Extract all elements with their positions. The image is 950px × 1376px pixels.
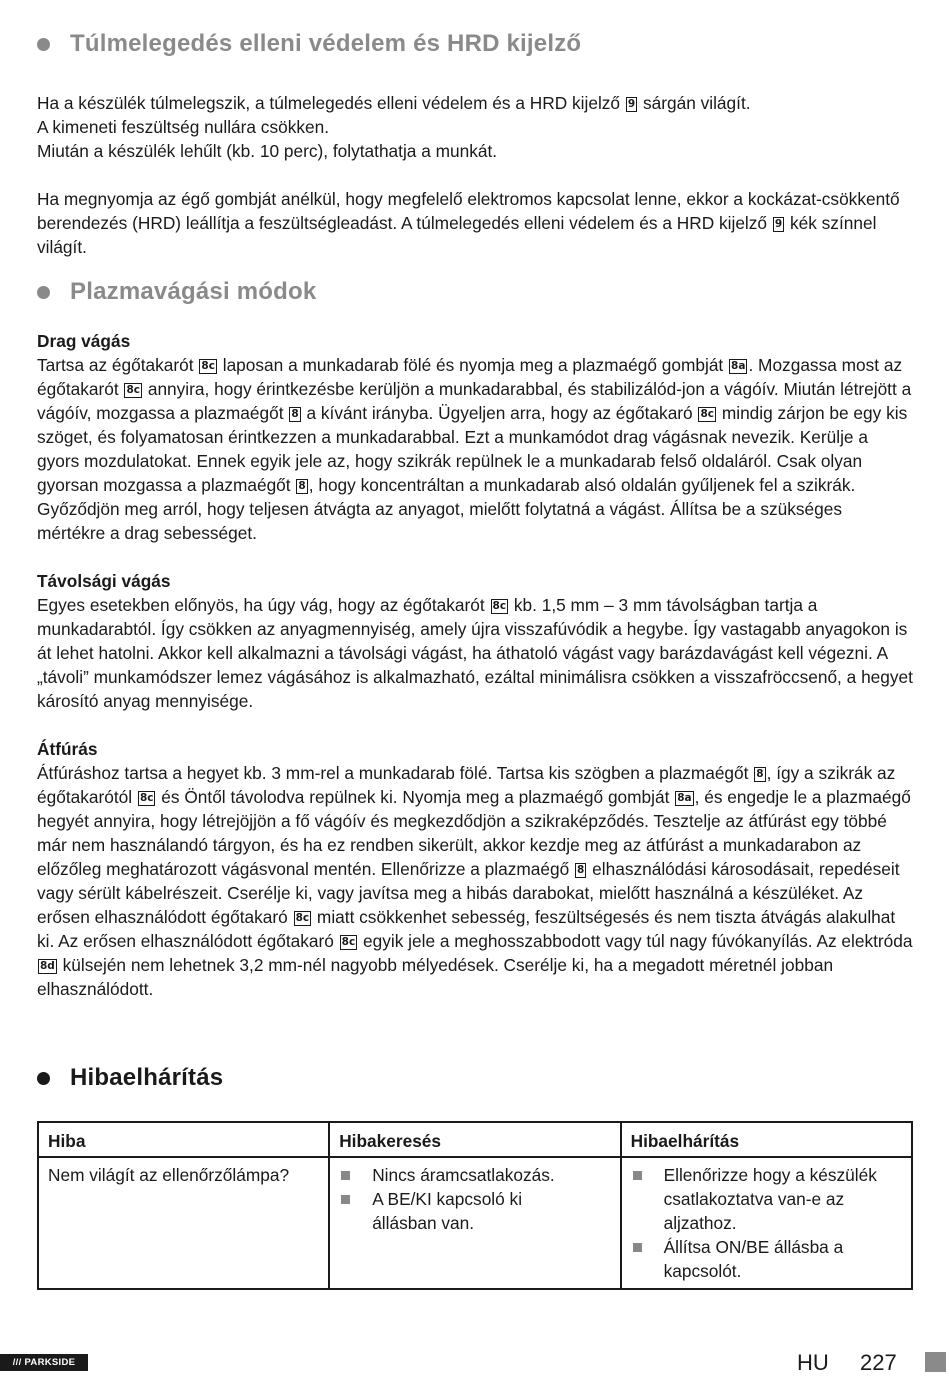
ref-label: 8	[298, 480, 306, 492]
paragraph: Tartsa az égőtakarót 8c laposan a munkadarab fölé és nyomja meg a plazmaégő gombját 8a . Mozgassa most az égőtakarót 8c annyira, hogy érintkezésbe kerüljön a munkadarabbal, és stabilizálód-jon a vágóív. Miután létrejött a vágóív, mozgassa a plazmaégőt 8 a kívánt irányba. Ügyeljen arra, hogy az égőtakaró 8c mindig zárjon be egy kis szöget, és folyamatosan érintkezzen a munkadarabbal. Ezt a munkamódot drag vágásnak nevezik. Kerülje a gyors mozdulatokat. Ennek egyik jele az, hogy szikrák repülnek le a munkadarab felső oldaláról. Csak olyan gyorsan mozgassa a plazmaégőt 8 , hogy koncentráltan a munkadarab alsó oldalán gyűljenek fel a szikrák. Győződjön meg arról, hogy teljesen átvágta az anyagot, mielőtt folytatná a vágást. Állítsa be a szükséges mértékre a drag sebességet.	[37, 355, 912, 543]
ref-label: 8	[577, 864, 585, 876]
ref-label: 8c	[126, 384, 141, 396]
list-item: Ellenőrizze hogy a készülék csatlakoztatva van-e az aljzathoz.	[631, 1163, 902, 1235]
fault-cell: Nem világít az ellenőrzőlámpa?	[38, 1157, 329, 1289]
bullet-icon	[37, 1072, 50, 1085]
paragraph: Ha a készülék túlmelegszik, a túlmelegedés elleni védelem és a HRD kijelző 9 sárgán világít.	[37, 93, 751, 113]
section-modes-heading	[37, 278, 913, 306]
parkside-logo: /// PARKSIDE	[0, 1354, 88, 1371]
subsection-title: Távolsági vágás	[37, 571, 171, 591]
ref-label: 8c	[492, 600, 507, 612]
list-item: Állítsa ON/BE állásba a kapcsolót.	[631, 1235, 902, 1283]
ref-label: 8c	[139, 792, 154, 804]
paragraph: Ha megnyomja az égő gombját anélkül, hogy megfelelő elektromos kapcsolat lenne, ekkor a kockázat-csökkentő berendezés (HRD) leállítja a feszültségleadást. A túlmelegedés elleni védelem és a HRD kijelző 9 kék színnel világít.	[37, 189, 900, 257]
page-content	[37, 30, 913, 1001]
ref-label: 8	[756, 768, 764, 780]
column-header: Hibaelhárítás	[621, 1122, 912, 1157]
paragraph: Egyes esetekben előnyös, ha úgy vág, hogy az égőtakarót 8c kb. 1,5 mm – 3 mm távolságban tartja a munkadarabtól. Így csökken az anyagmennyiség, amely újra visszafúvódik a hegybe. Így vastagabb anyagokon is át lehet hatolni. Akkor kell alkalmazni a távolsági vágást, ha áthatoló vágást vagy barázdavágást kell végezni. A „távoli” munkamódszer lemez vágásához is alkalmazható, ezáltal minimálisra csökken a visszafröccsenő, a hegyet károsító anyag mennyisége.	[37, 595, 913, 711]
list-item: A BE/KI kapcsoló ki állásban van.	[339, 1187, 610, 1235]
ref-label: 8c	[700, 408, 715, 420]
section-title: Hibaelhárítás	[70, 1064, 224, 1091]
column-header: Hibakeresés	[329, 1122, 620, 1157]
paragraph: Átfúráshoz tartsa a hegyet kb. 3 mm-rel a munkadarab fölé. Tartsa kis szögben a plazmaégőt 8 , így a szikrák az égőtakarótól 8c és Öntől távolodva repülnek ki. Nyomja meg a plazmaégő gombját 8a , és engedje le a plazmaégő hegyét annyira, hogy létrejöjjön a fő vágóív és megkezdődjön a szikraképződés. Tesztelje az átfúrást egy többé már nem használandó tárgyon, és ha ez rendben sikerült, akkor kezdje meg az átfúrást a munkadarabon az előzőleg meghatározott vágásvonal mentén. Ellenőrizze a plazmaégő 8 elhasználódási károsodásait, repedéseit vagy sérült kábelrészeit. Cserélje ki, vagy javítsa meg a hibás darabokat, mielőtt használná a készüléket. Az erősen elhasználódott égőtakaró 8c miatt csökkenhet sebesség, feszültségesés és nem tiszta átvágás alakulhat ki. Az erősen elhasználódott égőtakaró 8c egyik jele a meghosszabbodott vagy túl nagy fúvókanyílás. Az elektróda 8d külsején nem lehetnek 3,2 mm-nél nagyobb mélyedések. Cserélje ki, ha a megadott méretnél jobban elhasználódott.	[37, 763, 913, 999]
subsection-title: Átfúrás	[37, 739, 98, 759]
section-title: Túlmelegedés elleni védelem és HRD kijelző	[70, 30, 582, 57]
troubleshooting-table	[37, 1121, 913, 1290]
ref-label: 8	[291, 408, 299, 420]
paragraph: Miután a készülék lehűlt (kb. 10 perc), folytathatja a munkát.	[37, 141, 498, 161]
ref-label: 9	[774, 218, 783, 230]
ref-label: 8d	[40, 960, 55, 972]
page-edge-tab	[925, 1352, 946, 1372]
language-code: HU	[797, 1350, 829, 1375]
column-header: Hiba	[38, 1122, 329, 1157]
bullet-icon	[37, 286, 50, 299]
remedies-cell	[621, 1157, 912, 1289]
page-number: 227	[860, 1350, 897, 1375]
section-troubleshooting-heading	[37, 1064, 223, 1092]
paragraph: A kimeneti feszültség nullára csökken.	[37, 117, 330, 137]
ref-label: 8c	[295, 912, 310, 924]
subsection-title: Drag vágás	[37, 331, 131, 351]
ref-label: 8a	[731, 360, 746, 372]
causes-cell	[329, 1157, 620, 1289]
ref-label: 9	[627, 98, 636, 110]
table-row	[38, 1157, 912, 1289]
bullet-icon	[37, 38, 50, 51]
ref-label: 8c	[201, 360, 215, 372]
section-overheat-heading	[37, 30, 913, 58]
table-header-row	[38, 1122, 912, 1157]
ref-label: 8c	[341, 936, 356, 948]
section-title: Plazmavágási módok	[70, 278, 317, 305]
list-item: Nincs áramcsatlakozás.	[339, 1163, 610, 1187]
ref-label: 8a	[677, 792, 692, 804]
